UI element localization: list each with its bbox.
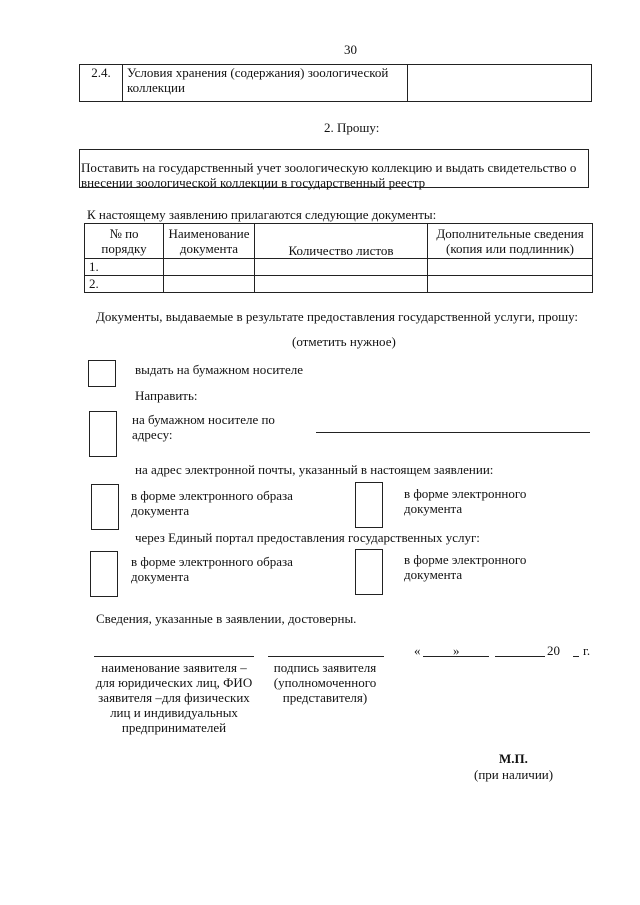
header-sheet-count: Количество листов [255,224,428,259]
result-documents-text: Документы, выдаваемые в результате предоставления государственной услуги, прошу: [96,309,579,324]
section-2-4-table [79,64,592,102]
paper-address-checkbox[interactable] [89,411,117,457]
row-2-additional-info[interactable] [428,276,593,293]
row-2-doc-name[interactable] [164,276,255,293]
request-box [79,149,589,188]
section-2-4-number: 2.4. [80,65,123,102]
page-number: 30 [344,42,357,57]
email-document-label: в форме электронного документа [404,486,527,516]
section-2-4-value[interactable] [408,65,592,102]
date-year-suffix: г. [583,643,591,658]
row-1-additional-info[interactable] [428,259,593,276]
paper-option-label: выдать на бумажном носителе [135,362,303,377]
date-close-quote: » [453,643,460,658]
header-additional-info: Дополнительные сведения (копия или подлинник) [428,224,593,259]
documents-intro: К настоящему заявлению прилагаются следующие документы: [87,207,437,222]
paper-checkbox[interactable] [88,360,116,387]
mark-needed-note: (отметить нужное) [292,334,396,349]
header-doc-name: Наименование документа [164,224,255,259]
row-1-number: 1. [85,259,164,276]
portal-document-label: в форме электронного документа [404,552,527,582]
row-2-sheet-count[interactable] [255,276,428,293]
request-text: Поставить на государственный учет зоологическую коллекцию и выдать свидетельство о внесении зоологической коллекции в государственный реестр [81,160,577,190]
paper-address-label: на бумажном носителе по адресу: [132,412,275,442]
address-field[interactable] [316,432,590,433]
applicant-name-caption: наименование заявителя – для юридических лиц, ФИО заявителя –для физических лиц и индивидуальных предпринимателей [95,660,253,735]
portal-image-label: в форме электронного образа документа [131,554,293,584]
stamp-note: (при наличии) [474,767,554,782]
table-row [85,276,593,293]
date-open-quote: « [414,643,421,658]
direct-label: Направить: [135,388,198,403]
section-2-4-label: Условия хранения (содержания) зоологической коллекции [123,65,408,102]
row-2-number: 2. [85,276,164,293]
email-document-checkbox[interactable] [355,482,383,528]
date-year-prefix: 20 [547,643,560,658]
stamp-label: М.П. [499,751,528,766]
confirmation-text: Сведения, указанные в заявлении, достоверны. [96,611,357,626]
request-heading: 2. Прошу: [324,120,380,135]
row-1-sheet-count[interactable] [255,259,428,276]
portal-image-checkbox[interactable] [90,551,118,597]
header-number: № по порядку [85,224,164,259]
portal-document-checkbox[interactable] [355,549,383,595]
email-image-checkbox[interactable] [91,484,119,530]
email-image-label: в форме электронного образа документа [131,488,293,518]
date-year-field[interactable] [573,656,579,657]
email-intro: на адрес электронной почты, указанный в настоящем заявлении: [135,462,494,477]
portal-intro: через Единый портал предоставления государственных услуг: [135,530,480,545]
table-row [85,259,593,276]
row-1-doc-name[interactable] [164,259,255,276]
date-month-field[interactable] [495,656,545,657]
applicant-name-field[interactable] [94,656,254,657]
applicant-signature-caption: подпись заявителя (уполномоченного представителя) [273,660,377,705]
applicant-signature-field[interactable] [268,656,384,657]
documents-table [84,223,593,293]
